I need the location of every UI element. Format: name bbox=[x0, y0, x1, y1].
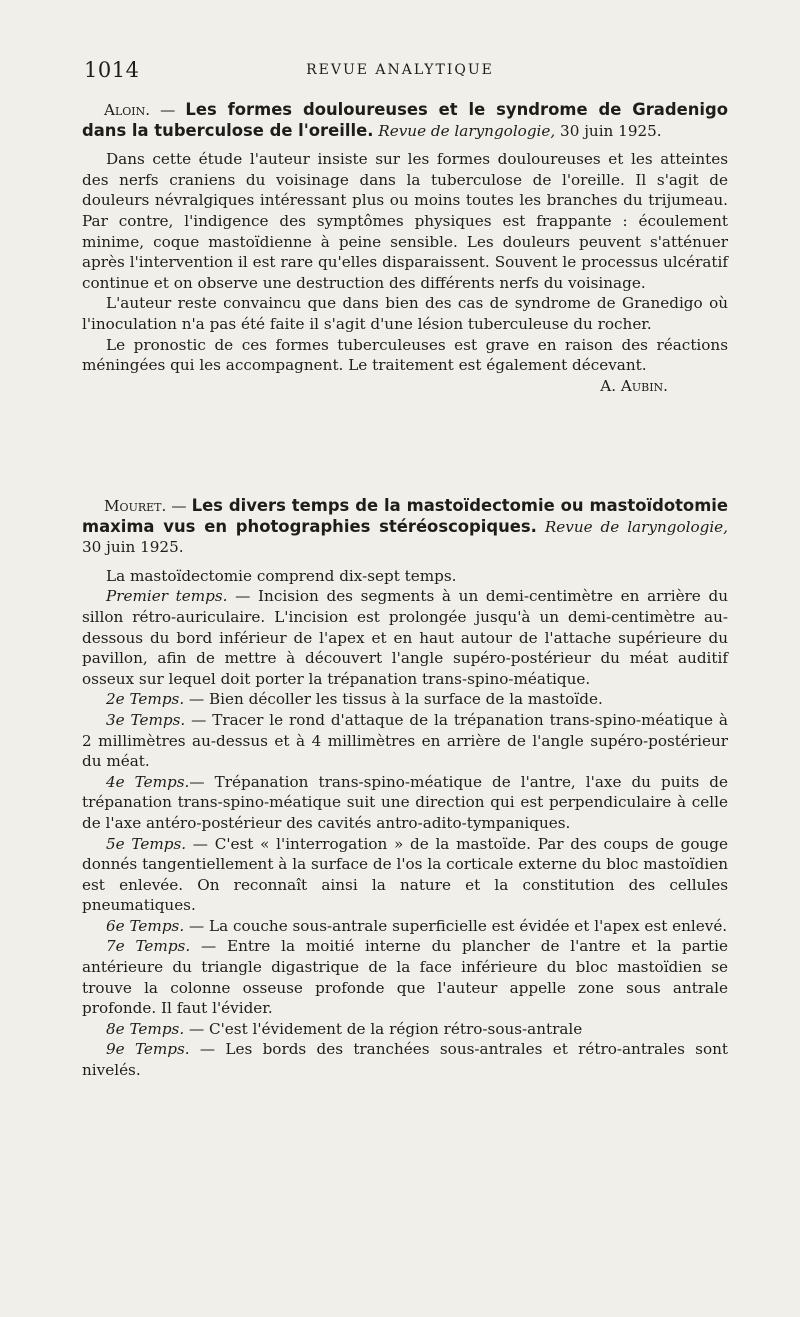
page-number: 1014 bbox=[84, 58, 140, 82]
running-title: REVUE ANALYTIQUE bbox=[306, 62, 494, 78]
step-label: Premier temps. bbox=[106, 587, 228, 606]
step-text: — Tracer le rond d'attaque de la trépanation trans-spino-méatique à 2 millimètres au-dessus et à 4 millimètres en arrière de l'angle supéro-postérieur du méat. bbox=[82, 710, 728, 771]
reference-separator: — bbox=[150, 101, 186, 119]
article-reference bbox=[82, 100, 728, 141]
step-paragraph bbox=[82, 772, 728, 834]
article-author: Mouret. bbox=[104, 497, 167, 515]
body-paragraph: Dans cette étude l'auteur insiste sur les formes douloureuses et les atteintes des nerfs craniens du voisinage dans la tuberculose de l'oreille. Il s'agit de douleurs névralgiques intéressant plus ou moins toutes les branches du trijumeau. Par contre, l'indigence des symptômes physiques est frappante : écoulement minime, coque mastoïdienne à peine sensible. Les douleurs peuvent s'atténuer après l'intervention il est rare qu'elles disparaissent. Souvent le processus ulcératif continue et on observe une destruction des différents nerfs du voisinage. bbox=[82, 150, 728, 292]
step-label: 3e Temps. bbox=[106, 710, 186, 729]
step-paragraph bbox=[82, 916, 728, 937]
journal-name: Revue de laryngologie, bbox=[378, 121, 556, 140]
article-aloin bbox=[82, 100, 728, 396]
article-author: Aloin. bbox=[104, 101, 151, 119]
step-paragraph bbox=[82, 586, 728, 689]
article-mouret bbox=[82, 496, 728, 1081]
step-text: — Bien décoller les tissus à la surface de la mastoïde. bbox=[184, 690, 603, 709]
reviewer-signature: A. Aubin. bbox=[600, 376, 668, 395]
step-text: — La couche sous-antrale superficielle est évidée et l'apex est enlevé. bbox=[184, 916, 728, 935]
step-label: 8e Temps. bbox=[106, 1019, 185, 1038]
step-paragraph bbox=[82, 1039, 728, 1080]
step-label: 7e Temps. bbox=[106, 937, 191, 956]
step-text: — C'est l'évidement de la région rétro-sous-antrale bbox=[184, 1019, 583, 1038]
step-text: — Incision des segments à un demi-centimètre en arrière du sillon rétro-auriculaire. L'incision est prolongée jusqu'à un demi-centimètre au-dessous du bord inférieur de l'apex et en haut autour de l'attache supérieure du pavillon, afin de mettre à découvert l'angle supéro-postérieur du méat auditif osseux sur lequel doit porter la trépanation trans-spino-méatique. bbox=[82, 587, 728, 688]
step-label: 4e Temps. bbox=[106, 772, 190, 791]
step-text: — Les bords des tranchées sous-antrales et rétro-antrales sont nivelés. bbox=[82, 1040, 728, 1080]
step-text: — C'est « l'interrogation » de la mastoïde. Par des coups de gouge donnés tangentiellement à la surface de l'os la corticale externe du bloc mastoïdien est enlevée. On reconnaît ainsi la nature et la constitution des cellules pneumatiques. bbox=[82, 834, 728, 915]
step-paragraph bbox=[82, 1019, 728, 1040]
step-text: — Trépanation trans-spino-méatique de l'antre, l'axe du puits de trépanation trans-spino-méatique suit une direction qui est perpendiculaire à celle de l'axe antéro-postérieur des cavités antro-adito-tympaniques. bbox=[82, 772, 728, 832]
step-paragraph bbox=[82, 710, 728, 772]
step-paragraph bbox=[82, 936, 728, 1018]
reference-separator: — bbox=[166, 497, 192, 515]
body-paragraph: L'auteur reste convaincu que dans bien des cas de syndrome de Granedigo où l'inoculation n'a pas été faite il s'agit d'une lésion tuberculeuse du rocher. bbox=[82, 294, 728, 333]
article-reference bbox=[82, 496, 728, 558]
step-label: 6e Temps. bbox=[106, 916, 185, 935]
body-paragraph: Le pronostic de ces formes tuberculeuses est grave en raison des réactions méningées qui les accompagnent. Le traitement est également décevant. bbox=[82, 335, 728, 375]
step-label: 9e Temps. bbox=[106, 1040, 190, 1059]
article-title: Les formes douloureuses et le syndrome de Gradenigo dans la tuberculose de l'oreille. bbox=[82, 100, 728, 140]
intro-paragraph: La mastoïdectomie comprend dix-sept temps. bbox=[106, 566, 457, 585]
step-label: 2e Temps. bbox=[106, 690, 185, 709]
step-text: — Entre la moitié interne du plancher de l'antre et la partie antérieure du triangle digastrique de la face inférieure du bloc mastoïdien se trouve la colonne osseuse profonde que l'auteur appelle zone sous antrale profonde. Il faut l'évider. bbox=[82, 937, 728, 1018]
article-title: Les divers temps de la mastoïdectomie ou mastoïdotomie maxima vus en photographies stéréoscopiques. bbox=[82, 496, 729, 536]
step-paragraph bbox=[82, 689, 728, 710]
publication-date: 30 juin 1925. bbox=[82, 538, 184, 557]
step-label: 5e Temps. bbox=[106, 834, 187, 853]
publication-date: 30 juin 1925. bbox=[560, 121, 662, 140]
step-paragraph bbox=[82, 834, 728, 916]
journal-name: Revue de laryngologie, bbox=[544, 517, 728, 536]
